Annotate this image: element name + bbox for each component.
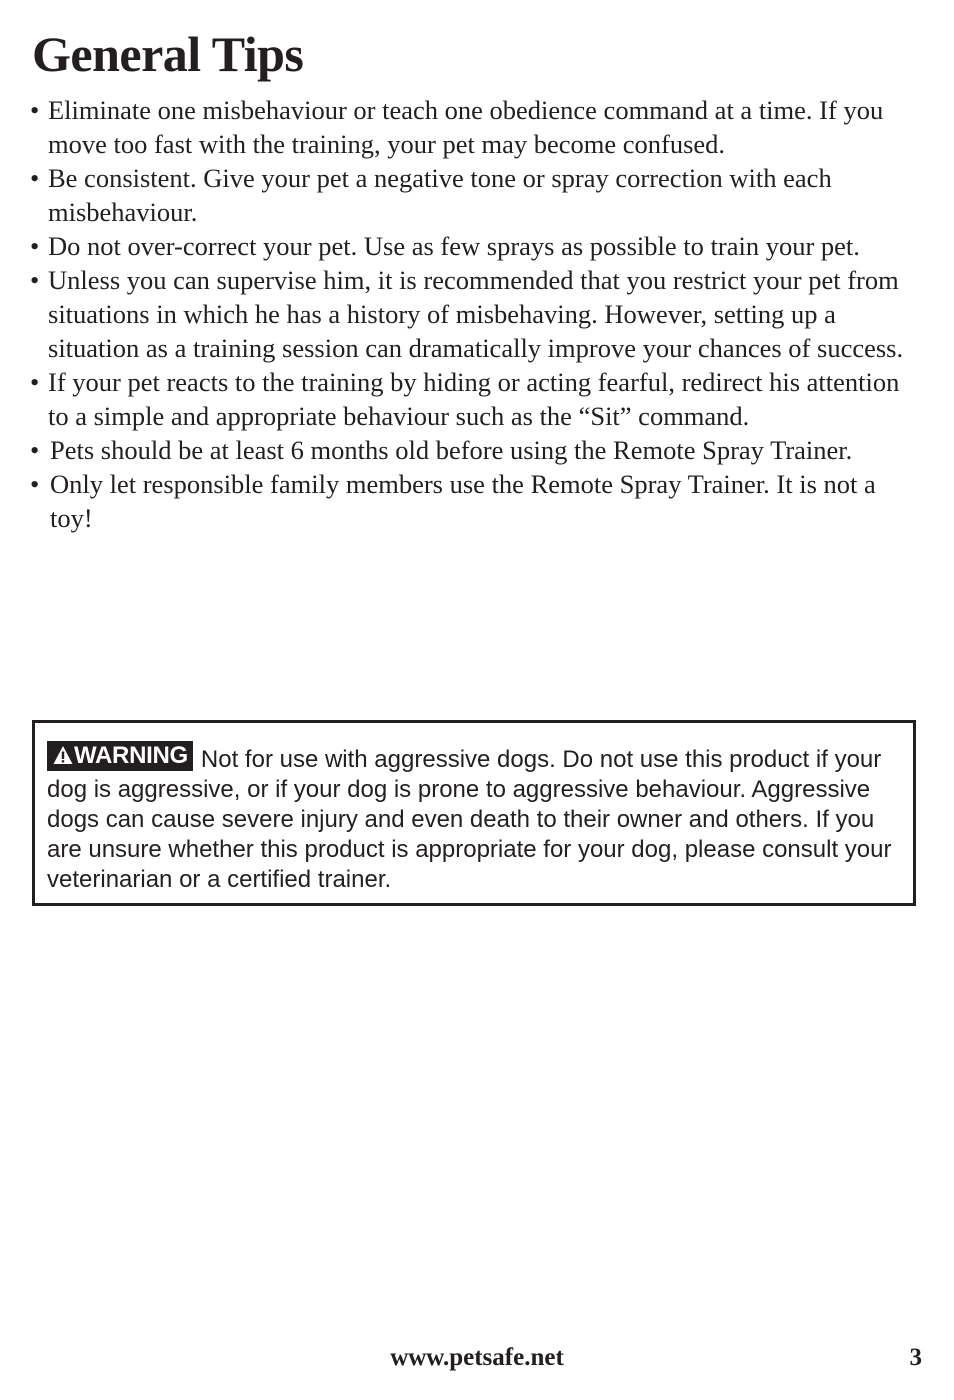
bullet: • — [30, 469, 40, 499]
page-title: General Tips — [32, 26, 304, 82]
warning-triangle-icon — [53, 745, 73, 765]
bullet: • — [30, 265, 40, 295]
tip-item — [30, 365, 925, 433]
warning-text: Not for use with aggressive dogs. Do not use this product if your dog is aggressive, or if your dog is prone to aggressive behaviour. Aggressive dogs can cause severe injury and even death to their owner and others. If you are unsure whether this product is appropriate for your dog, please consult your veterinarian or a certified trainer. — [47, 746, 892, 893]
tip-item — [30, 229, 925, 263]
footer-url: www.petsafe.net — [390, 1344, 564, 1371]
tip-text: Unless you can supervise him, it is recommended that you restrict your pet from situations in which he has a history of misbehaving. However, setting up a situation as a training session can dramatically improve your chances of success. — [48, 265, 904, 363]
tip-text: If your pet reacts to the training by hiding or acting fearful, redirect his attention to a simple and appropriate behaviour such as the “Sit” command. — [48, 367, 900, 431]
tip-text: Eliminate one misbehaviour or teach one obedience command at a time. If you move too fast with the training, your pet may become confused. — [48, 95, 884, 159]
tip-text: Be consistent. Give your pet a negative tone or spray correction with each misbehaviour. — [48, 163, 832, 227]
tip-text: Only let responsible family members use the Remote Spray Trainer. It is not a toy! — [50, 469, 876, 533]
tip-item — [30, 433, 925, 467]
tip-item — [30, 263, 925, 365]
bullet: • — [30, 435, 40, 465]
bullet: • — [30, 231, 40, 261]
bullet: • — [30, 163, 40, 193]
warning-box — [32, 720, 916, 906]
warning-badge — [47, 741, 193, 771]
tips-list — [30, 93, 925, 535]
bullet: • — [30, 367, 40, 397]
tip-item — [30, 467, 925, 535]
tip-item — [30, 93, 925, 161]
page-number: 3 — [909, 1344, 922, 1371]
bullet: • — [30, 95, 40, 125]
tip-text: Pets should be at least 6 months old before using the Remote Spray Trainer. — [50, 435, 853, 465]
warning-label: WARNING — [74, 742, 188, 769]
tip-item — [30, 161, 925, 229]
tip-text: Do not over-correct your pet. Use as few sprays as possible to train your pet. — [48, 231, 860, 261]
